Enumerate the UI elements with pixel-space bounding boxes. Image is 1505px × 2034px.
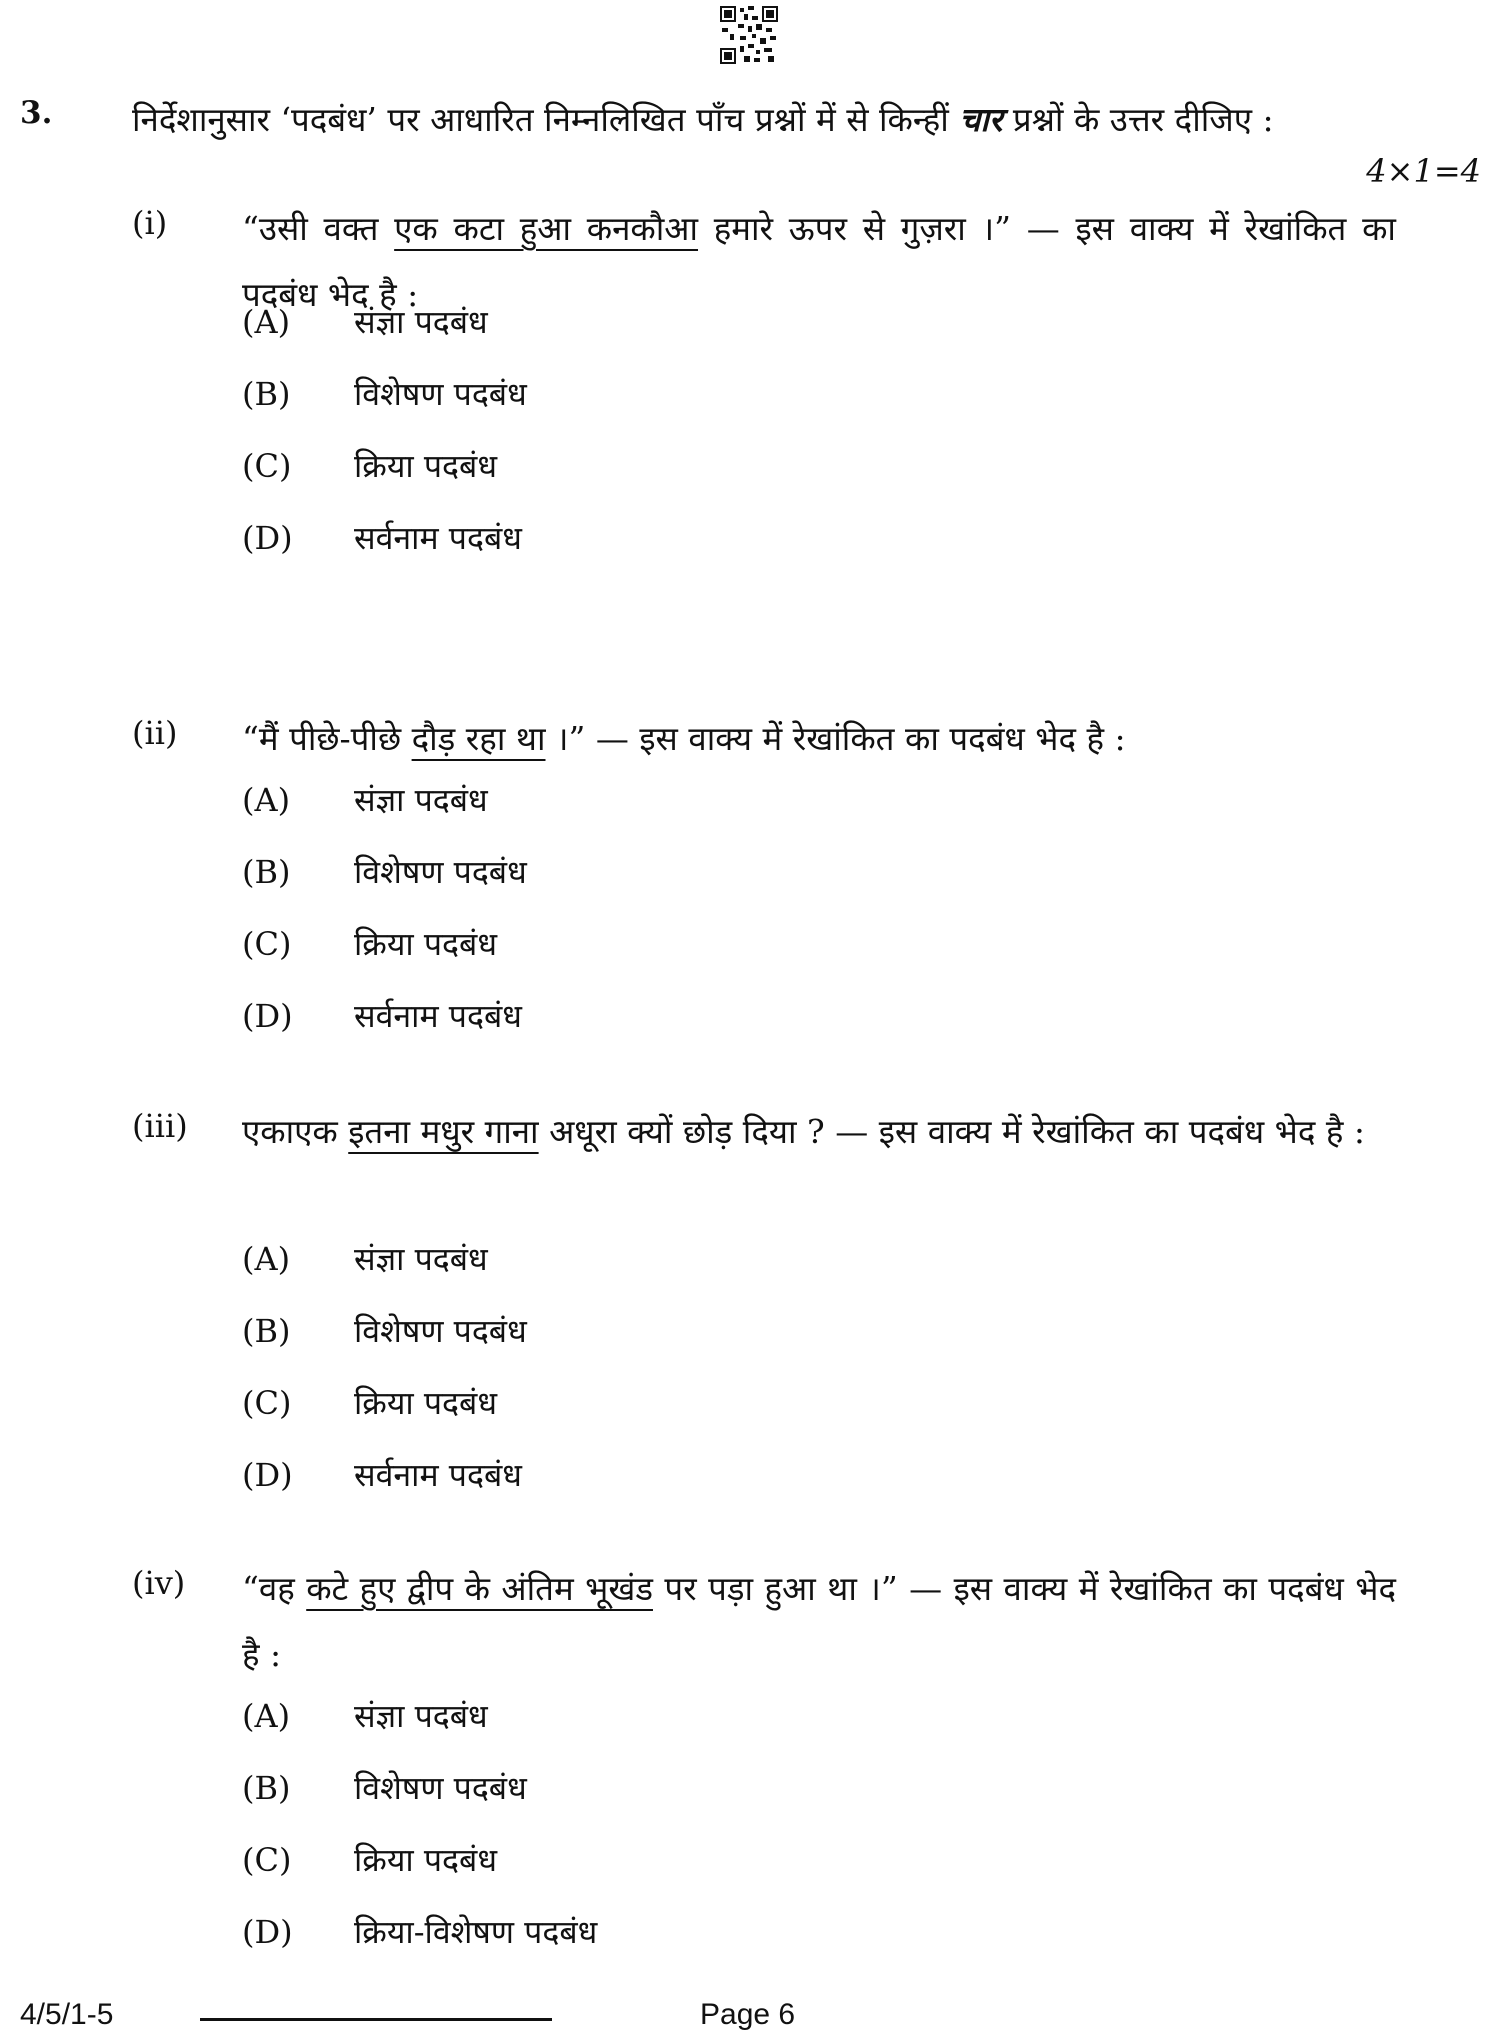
option-text: संज्ञा पदबंध	[354, 303, 488, 341]
option-c	[242, 1381, 497, 1451]
option-b	[242, 1766, 527, 1836]
sentence-rest: हमारे ऊपर से गुज़रा ।” — इस वाक्य में रेखांकित का पदबंध भेद है :	[242, 209, 1396, 314]
option-text: सर्वनाम पदबंध	[354, 997, 522, 1035]
qr-code-icon	[720, 6, 778, 64]
underlined-phrase: एक कटा हुआ कनकौआ	[394, 209, 699, 248]
sentence-start: “मैं पीछे-पीछे	[242, 719, 412, 758]
option-label: (C)	[242, 447, 292, 485]
option-label: (D)	[242, 1913, 293, 1951]
paper-code: 4/5/1-5	[20, 1998, 114, 2031]
sentence-start: “वह	[242, 1569, 307, 1608]
option-c	[242, 1838, 497, 1908]
option-a	[242, 300, 488, 370]
option-d	[242, 1453, 522, 1523]
option-d	[242, 1910, 597, 1980]
option-label: (A)	[242, 1697, 291, 1735]
option-text: संज्ञा पदबंध	[354, 781, 488, 819]
sentence-rest: अधूरा क्यों छोड़ दिया ? — इस वाक्य में रेखांकित का पदबंध भेद है :	[538, 1112, 1365, 1151]
footer-divider	[200, 2018, 552, 2021]
option-text: विशेषण पदबंध	[354, 1769, 527, 1807]
instruction-text-before: निर्देशानुसार ‘पदबंध’ पर आधारित निम्नलिखित पाँच प्रश्नों में से किन्हीं	[132, 100, 960, 139]
sentence-start: “उसी वक्त	[242, 209, 395, 248]
instruction-emphasis: चार	[959, 100, 1003, 139]
sentence-rest: ।” — इस वाक्य में रेखांकित का पदबंध भेद है :	[545, 719, 1126, 758]
option-text: क्रिया-विशेषण पदबंध	[354, 1913, 598, 1951]
option-label: (C)	[242, 1384, 292, 1422]
underlined-phrase: कटे हुए द्वीप के अंतिम भूखंड	[306, 1569, 653, 1608]
instruction-text-after: प्रश्नों के उत्तर दीजिए :	[1002, 100, 1274, 139]
option-d	[242, 516, 522, 586]
underlined-phrase: दौड़ रहा था	[411, 719, 546, 758]
sub-question-text	[242, 706, 1396, 772]
option-a	[242, 1237, 488, 1307]
option-label: (C)	[242, 925, 292, 963]
question-marks: 4×1=4	[1366, 152, 1481, 190]
option-label: (D)	[242, 997, 293, 1035]
option-b	[242, 850, 527, 920]
option-c	[242, 444, 497, 514]
option-c	[242, 922, 497, 992]
option-text: क्रिया पदबंध	[354, 447, 498, 485]
option-label: (D)	[242, 1456, 293, 1494]
sub-question-number: (iii)	[132, 1107, 188, 1145]
option-label: (B)	[242, 853, 291, 891]
option-label: (B)	[242, 1769, 291, 1807]
sub-question-text	[242, 1099, 1396, 1165]
question-instruction	[132, 90, 1396, 150]
option-text: सर्वनाम पदबंध	[354, 519, 522, 557]
sentence-rest: पर पड़ा हुआ था ।” — इस वाक्य में रेखांकित का पदबंध भेद है :	[242, 1569, 1396, 1674]
sub-question-number: (iv)	[132, 1564, 186, 1602]
sub-question-number: (i)	[132, 204, 168, 242]
underlined-phrase: इतना मधुर गाना	[348, 1112, 539, 1151]
option-text: विशेषण पदबंध	[354, 1312, 527, 1350]
option-a	[242, 1694, 488, 1764]
option-text: विशेषण पदबंध	[354, 853, 527, 891]
question-number: 3.	[20, 95, 53, 131]
page-number: Page 6	[700, 1998, 796, 2031]
option-b	[242, 1309, 527, 1379]
option-text: क्रिया पदबंध	[354, 925, 498, 963]
sentence-start: एकाएक	[242, 1112, 349, 1151]
option-label: (C)	[242, 1841, 292, 1879]
option-text: सर्वनाम पदबंध	[354, 1456, 522, 1494]
sub-question-text	[242, 1556, 1396, 1688]
option-text: संज्ञा पदबंध	[354, 1240, 488, 1278]
option-text: संज्ञा पदबंध	[354, 1697, 488, 1735]
option-b	[242, 372, 527, 442]
option-d	[242, 994, 522, 1064]
option-label: (A)	[242, 303, 291, 341]
option-label: (D)	[242, 519, 293, 557]
option-a	[242, 778, 488, 848]
option-label: (B)	[242, 1312, 291, 1350]
option-text: क्रिया पदबंध	[354, 1841, 498, 1879]
option-text: क्रिया पदबंध	[354, 1384, 498, 1422]
option-label: (B)	[242, 375, 291, 413]
option-label: (A)	[242, 781, 291, 819]
option-text: विशेषण पदबंध	[354, 375, 527, 413]
option-label: (A)	[242, 1240, 291, 1278]
sub-question-number: (ii)	[132, 714, 178, 752]
